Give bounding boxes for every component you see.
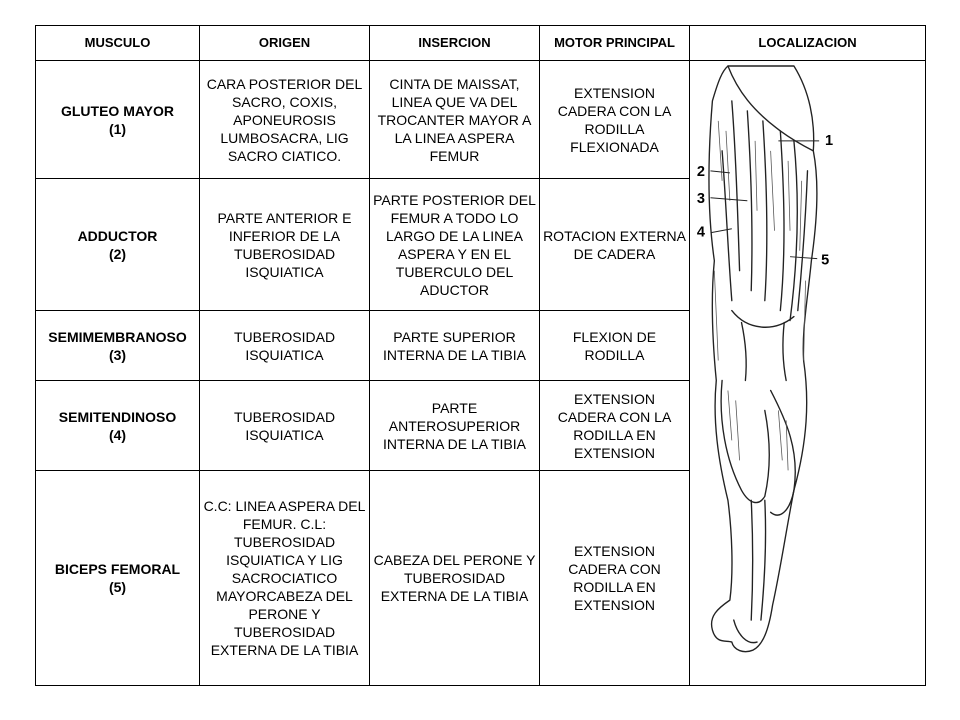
- figure-label-2: 2: [696, 163, 705, 180]
- figure-label-1: 1: [824, 132, 834, 149]
- header-location: LOCALIZACION: [690, 26, 926, 61]
- muscle-name: BICEPS FEMORAL: [54, 561, 181, 577]
- motor-cell: EXTENSION CADERA CON LA RODILLA FLEXIONADA: [540, 61, 690, 179]
- motor-cell: EXTENSION CADERA CON LA RODILLA EN EXTENSION: [540, 381, 690, 471]
- motor-cell: FLEXION DE RODILLA: [540, 311, 690, 381]
- insertion-cell: CABEZA DEL PERONE Y TUBEROSIDAD EXTERNA DE LA TIBIA: [370, 471, 540, 686]
- motor-cell: EXTENSION CADERA CON RODILLA EN EXTENSION: [540, 471, 690, 686]
- insertion-cell: PARTE ANTEROSUPERIOR INTERNA DE LA TIBIA: [370, 381, 540, 471]
- header-insertion: INSERCION: [370, 26, 540, 61]
- muscle-name-cell: [36, 471, 200, 686]
- motor-cell: ROTACION EXTERNA DE CADERA: [540, 179, 690, 311]
- origin-cell: TUBEROSIDAD ISQUIATICA: [200, 311, 370, 381]
- muscle-name-cell: [36, 61, 200, 179]
- figure-label-5: 5: [821, 252, 830, 269]
- table-row: [36, 61, 926, 179]
- insertion-cell: PARTE POSTERIOR DEL FEMUR A TODO LO LARGO DE LA LINEA ASPERA Y EN EL TUBERCULO DEL ADUCTOR: [370, 179, 540, 311]
- muscle-name: SEMITENDINOSO: [58, 408, 177, 425]
- leg-outline: [709, 66, 817, 652]
- header-origin: ORIGEN: [200, 26, 370, 61]
- header-motor: MOTOR PRINCIPAL: [540, 26, 690, 61]
- figure-label-4: 4: [696, 224, 705, 241]
- location-figure-cell: [690, 61, 926, 686]
- muscle-name: SEMIMEMBRANOSO: [48, 328, 187, 345]
- figure-label-3: 3: [696, 190, 705, 207]
- muscle-number: (2): [108, 245, 127, 262]
- origin-cell: TUBEROSIDAD ISQUIATICA: [200, 381, 370, 471]
- header-row: [36, 26, 926, 61]
- muscle-number: (4): [108, 426, 127, 443]
- muscle-number: (1): [108, 120, 127, 137]
- muscle-name: ADDUCTOR: [77, 227, 158, 244]
- muscle-name-cell: [36, 311, 200, 381]
- insertion-cell: PARTE SUPERIOR INTERNA DE LA TIBIA: [370, 311, 540, 381]
- muscle-table: [35, 25, 926, 686]
- muscle-name: GLUTEO MAYOR: [60, 102, 175, 119]
- muscle-name-cell: [36, 381, 200, 471]
- muscle-number: (3): [108, 346, 127, 363]
- origin-cell: PARTE ANTERIOR E INFERIOR DE LA TUBEROSIDAD ISQUIATICA: [200, 179, 370, 311]
- origin-cell: C.C: LINEA ASPERA DEL FEMUR. C.L: TUBEROSIDAD ISQUIATICA Y LIG SACROCIATICO MAYORCABEZA DEL PERONE Y TUBEROSIDAD EXTERNA DE LA TIBIA: [200, 471, 370, 686]
- leg-muscles-illustration: [693, 61, 922, 685]
- muscle-name-cell: [36, 179, 200, 311]
- muscle-number: (5): [108, 579, 127, 595]
- header-muscle: MUSCULO: [36, 26, 200, 61]
- insertion-cell: CINTA DE MAISSAT, LINEA QUE VA DEL TROCANTER MAYOR A LA LINEA ASPERA FEMUR: [370, 61, 540, 179]
- origin-cell: CARA POSTERIOR DEL SACRO, COXIS, APONEUROSIS LUMBOSACRA, LIG SACRO CIATICO.: [200, 61, 370, 179]
